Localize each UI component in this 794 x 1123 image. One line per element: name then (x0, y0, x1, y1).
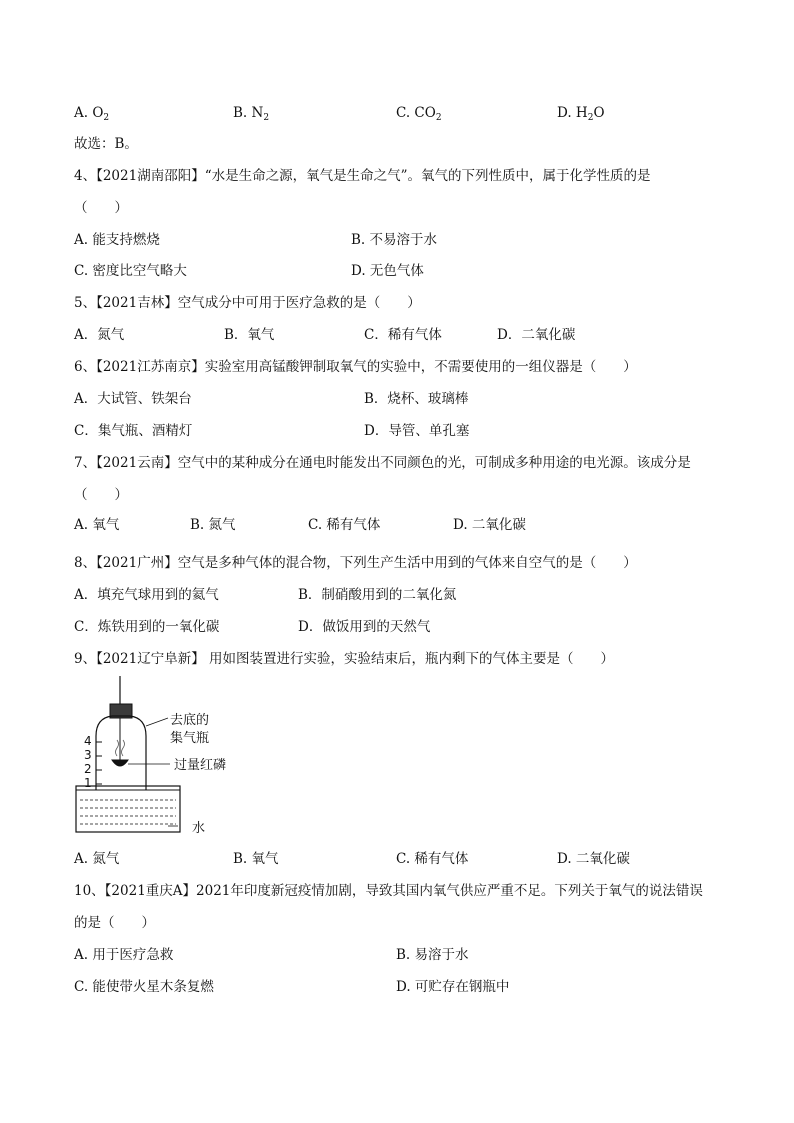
q9-option-a: A. 氮气 (74, 851, 120, 867)
water-trough (76, 786, 180, 832)
q10-stem-line2: 的是（ ） (74, 915, 155, 931)
q5-option-b: B．氧气 (224, 327, 275, 343)
q6-option-c: C．集气瓶、酒精灯 (74, 423, 193, 439)
q9-option-b: B. 氧气 (233, 851, 279, 867)
q9-stem: 9、【2021辽宁阜新】 用如图装置进行实验，实验结束后，瓶内剩下的气体主要是（ ） (74, 651, 614, 667)
q7-blank: （ ） (74, 487, 128, 503)
q4-option-c: C. 密度比空气略大 (74, 263, 187, 279)
q9-option-d: D. 二氧化碳 (557, 851, 630, 867)
q10-stem-line1: 10、【2021重庆A】2021年印度新冠疫情加剧，导致其国内氧气供应严重不足。下列关于氧气的说法错误 (74, 883, 703, 899)
q10-option-d: D. 可贮存在钢瓶中 (396, 979, 510, 995)
q4-blank: （ ） (74, 200, 128, 216)
q8-option-b: B．制硝酸用到的二氧化氮 (298, 587, 457, 603)
label-phosphorus: 过量红磷 (174, 758, 227, 773)
q10-option-c: C. 能使带火星木条复燃 (74, 979, 214, 995)
smoke-icon (116, 740, 119, 756)
smoke-icon (122, 740, 125, 756)
combustion-spoon (112, 760, 128, 766)
q10-option-a: A. 用于医疗急救 (74, 947, 174, 963)
q9-option-c: C. 稀有气体 (396, 851, 469, 867)
scale-label: 2 (84, 762, 92, 776)
q8-option-a: A．填充气球用到的氦气 (74, 587, 219, 603)
q4-option-d: D. 无色气体 (351, 263, 424, 279)
scale-label: 3 (84, 748, 92, 762)
q5-option-d: D．二氧化碳 (497, 327, 576, 343)
q8-option-c: C．炼铁用到的一氧化碳 (74, 619, 220, 635)
q4-stem: 4、【2021湖南邵阳】“水是生命之源，氧气是生命之气”。氧气的下列性质中，属于化学性质的是 (74, 168, 651, 184)
q7-option-b: B. 氮气 (190, 517, 236, 533)
experiment-diagram (72, 676, 272, 836)
q3-option-d: D. $H_2O$ (557, 105, 605, 123)
scale-label: 4 (84, 734, 92, 748)
q8-stem: 8、【2021广州】空气是多种气体的混合物，下列生产生活中用到的气体来自空气的是（ ） (74, 555, 637, 571)
scale-label: 1 (84, 776, 92, 790)
q10-option-b: B. 易溶于水 (396, 947, 469, 963)
q6-option-a: A．大试管、铁架台 (74, 391, 192, 407)
q8-option-d: D．做饭用到的天然气 (298, 619, 431, 635)
q6-option-d: D．导管、单孔塞 (364, 423, 470, 439)
q7-stem: 7、【2021云南】空气中的某种成分在通电时能发出不同颜色的光，可制成多种用途的电光源。该成分是 (74, 455, 691, 471)
q3-option-c: C. $CO_2$ (396, 105, 442, 123)
leader-line-bottle (146, 718, 168, 726)
q3-answer: 故选：B。 (74, 136, 138, 152)
q6-option-b: B．烧杯、玻璃棒 (364, 391, 469, 407)
q5-stem: 5、【2021吉林】空气成分中可用于医疗急救的是（ ） (74, 295, 421, 311)
q6-stem: 6、【2021江苏南京】实验室用高锰酸钾制取氧气的实验中，不需要使用的一组仪器是（ ） (74, 359, 637, 375)
q7-option-c: C. 稀有气体 (308, 517, 381, 533)
q7-option-d: D. 二氧化碳 (453, 517, 526, 533)
q4-option-a: A. 能支持燃烧 (74, 232, 160, 248)
q5-option-a: A．氮气 (74, 327, 125, 343)
q4-option-b: B. 不易溶于水 (351, 232, 438, 248)
label-bottle-line1: 去底的 (170, 713, 210, 728)
label-bottle-line2: 集气瓶 (170, 731, 210, 746)
q5-option-c: C．稀有气体 (364, 327, 442, 343)
q3-option-a: A. $O_2$ (74, 105, 110, 123)
bottomless-gas-bottle (96, 716, 146, 790)
label-water: 水 (192, 821, 206, 836)
q3-option-b: B. $N_2$ (233, 105, 270, 123)
q7-option-a: A. 氧气 (74, 517, 120, 533)
